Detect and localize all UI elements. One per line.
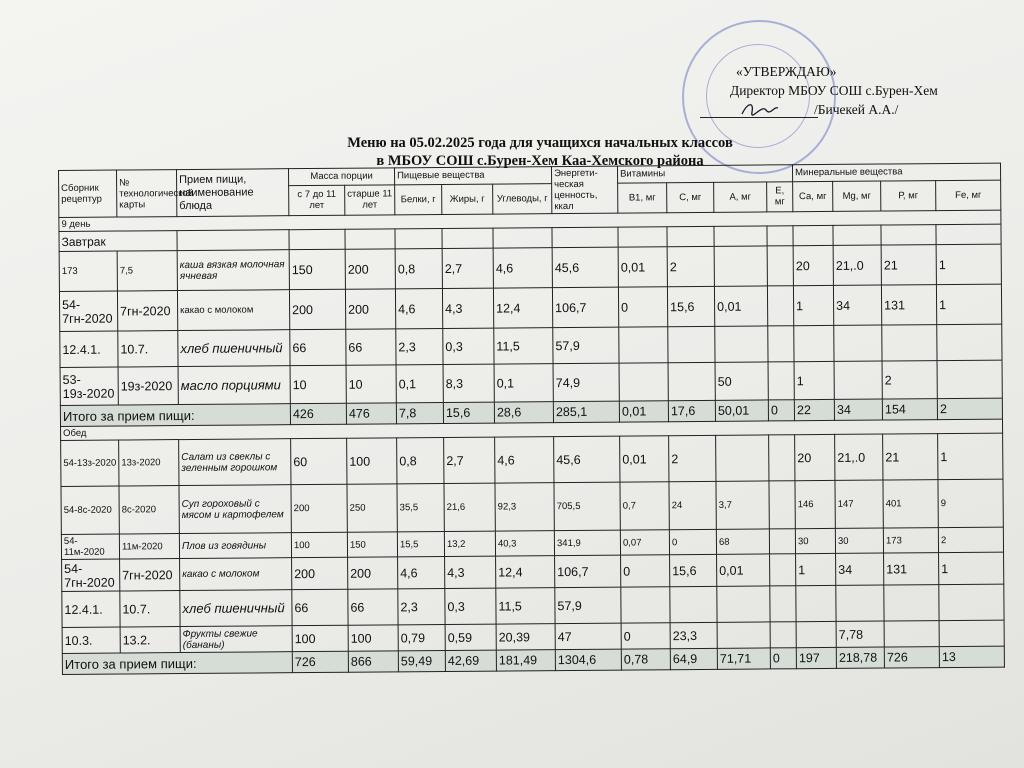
header-vitamins: Витамины — [618, 165, 793, 183]
total-cell: 1304,6 — [555, 649, 621, 671]
table-cell: 21 — [881, 245, 936, 285]
meal-label: Обед — [61, 419, 1003, 440]
table-cell: 66 — [292, 589, 348, 625]
total-cell: 0,01 — [619, 401, 668, 422]
header-dish: Прием пищи, наименование блюда — [177, 169, 289, 217]
table-cell: 54-7гн-2020 — [62, 559, 120, 591]
sub-header: Белки, г — [395, 184, 442, 215]
total-cell: 285,1 — [553, 401, 619, 423]
dish-name-cell: какао с молоком — [180, 558, 292, 591]
table-cell — [794, 325, 834, 361]
table-cell: 0,01 — [620, 436, 669, 482]
total-cell: 0 — [768, 400, 794, 421]
table-cell: 40,3 — [495, 531, 554, 556]
title-line-2: в МБОУ СОШ с.Бурен-Хем Каа-Хемского района — [376, 153, 704, 169]
table-cell: 12,4 — [496, 556, 555, 588]
table-cell — [937, 360, 1002, 399]
table-cell: 131 — [881, 285, 936, 325]
table-cell: 8,3 — [443, 364, 494, 402]
table-row — [61, 433, 1003, 486]
table-cell: 35,5 — [397, 483, 444, 531]
dish-name-cell: Суп гороховый с мясом и картофелем — [179, 485, 291, 534]
table-cell: 92,3 — [495, 483, 554, 531]
table-cell: 21,6 — [444, 483, 495, 531]
table-cell — [619, 327, 668, 363]
total-cell: 22 — [794, 399, 834, 420]
total-cell: 726 — [884, 647, 939, 668]
total-cell: 34 — [834, 399, 882, 420]
sub-header: с 7 до 11 лет — [289, 185, 345, 216]
sub-header: Р, мг — [881, 180, 936, 211]
table-cell: 57,9 — [555, 587, 621, 624]
table-cell — [884, 585, 939, 621]
table-cell: 19з-2020 — [118, 367, 178, 405]
table-cell: 2,7 — [442, 248, 493, 288]
table-cell: 7,78 — [836, 621, 884, 647]
signature-icon — [740, 100, 780, 118]
table-cell: 15,6 — [667, 286, 714, 326]
table-cell — [670, 586, 717, 622]
sub-header: Жиры, г — [442, 184, 493, 215]
table-cell: 131 — [884, 553, 939, 585]
table-cell: 1 — [794, 361, 834, 399]
table-cell: 1 — [936, 284, 1001, 325]
table-cell: 20 — [795, 434, 835, 480]
table-cell — [796, 585, 836, 621]
table-cell: 2 — [938, 527, 1003, 553]
table-cell — [769, 435, 795, 481]
sub-header: Fe, мг — [936, 180, 1001, 211]
dish-name-cell: Фрукты свежие (бананы) — [180, 626, 292, 653]
table-cell: 401 — [883, 480, 938, 528]
approval-name: /Бичекей А.А./ — [814, 102, 899, 117]
sub-header: Са, мг — [793, 181, 833, 211]
table-cell — [939, 584, 1004, 621]
total-cell: 64,9 — [670, 648, 717, 669]
table-cell: 20,39 — [496, 624, 555, 650]
total-cell: 13 — [939, 646, 1004, 668]
table-cell: 54-7гн-2020 — [59, 291, 117, 331]
breakfast-rows — [59, 244, 1002, 405]
header-recipe-collection: Сборник рецептур — [59, 170, 117, 217]
table-cell — [836, 585, 884, 621]
table-cell: 4,3 — [445, 556, 496, 588]
table-cell: 200 — [348, 557, 398, 589]
total-cell: 2 — [937, 398, 1002, 420]
table-cell: 100 — [347, 438, 397, 484]
table-cell — [668, 326, 715, 362]
table-cell: 705,5 — [554, 482, 620, 531]
table-cell: 45,6 — [554, 436, 620, 483]
table-cell: 12.4.1. — [60, 331, 118, 367]
table-cell: 0,1 — [494, 364, 553, 402]
table-cell: 2,3 — [398, 588, 445, 624]
table-cell: 100 — [348, 625, 398, 651]
table-cell: 100 — [292, 625, 348, 651]
table-cell: 341,9 — [554, 530, 620, 556]
table-cell — [770, 554, 796, 586]
table-cell: 66 — [346, 329, 396, 365]
table-cell — [882, 325, 937, 361]
table-cell: 74,9 — [553, 363, 619, 402]
table-cell: 54-8с-2020 — [61, 486, 119, 534]
table-cell: 1 — [938, 433, 1003, 480]
table-cell: 24 — [669, 481, 716, 529]
table-cell: 7,5 — [117, 251, 177, 291]
dish-name-cell: каша вязкая молочная ячневая — [177, 250, 289, 291]
table-cell: 0,07 — [620, 530, 669, 555]
table-cell — [884, 621, 939, 647]
total-cell: 15,6 — [443, 402, 494, 423]
table-cell: 2,3 — [396, 328, 443, 364]
table-cell — [769, 481, 795, 529]
table-cell: 0,8 — [395, 248, 442, 288]
table-cell — [716, 435, 769, 481]
table-cell: 1 — [939, 552, 1004, 585]
total-cell: 154 — [882, 399, 937, 420]
sub-header: старше 11 лет — [345, 185, 395, 216]
table-cell: 0,8 — [397, 437, 444, 483]
table-cell — [770, 586, 796, 622]
table-cell: 2,7 — [444, 437, 495, 483]
table-cell: 173 — [59, 251, 117, 291]
table-cell: 12,4 — [493, 288, 552, 328]
total-cell: 28,6 — [494, 402, 553, 423]
table-cell: 2 — [667, 246, 714, 286]
total-cell: 197 — [796, 647, 836, 668]
table-cell: 150 — [347, 532, 397, 557]
total-cell: 866 — [348, 651, 398, 672]
header-minerals: Минеральные вещества — [793, 163, 1001, 181]
table-cell — [668, 362, 715, 400]
dish-name-cell: какао с молоком — [177, 290, 289, 331]
table-cell: 0,1 — [396, 364, 443, 402]
header-mass: Масса порции — [288, 168, 394, 186]
table-cell: 21 — [883, 434, 938, 480]
table-cell: 8с-2020 — [119, 486, 179, 534]
table-cell: 1 — [793, 285, 833, 325]
table-cell — [717, 622, 770, 648]
dish-name-cell: Салат из свеклы с зеленным горошком — [179, 439, 291, 486]
table-cell: 11,5 — [494, 328, 553, 364]
table-cell: 0 — [618, 287, 667, 327]
sub-header: В1, мг — [618, 183, 667, 214]
table-cell — [770, 622, 796, 648]
menu-table — [58, 163, 1005, 675]
table-cell — [834, 325, 882, 361]
table-cell: 3,7 — [716, 481, 769, 529]
sub-header: Е, мг — [767, 182, 793, 212]
total-cell: 42,69 — [445, 650, 496, 671]
table-cell: 54-11м-2020 — [61, 534, 119, 559]
table-cell — [767, 246, 793, 286]
table-cell — [768, 326, 794, 362]
table-cell: 106,7 — [552, 287, 618, 328]
table-cell: 15,5 — [397, 531, 444, 556]
total-cell: 726 — [292, 651, 348, 672]
table-cell: 146 — [795, 480, 835, 528]
total-cell: 71,71 — [717, 648, 770, 669]
table-cell: 200 — [345, 249, 395, 289]
total-cell: 181,49 — [496, 650, 555, 671]
total-cell: 59,49 — [398, 650, 445, 671]
total-label: Итого за прием пищи: — [60, 404, 290, 427]
table-cell: 0,3 — [443, 328, 494, 364]
table-cell: 57,9 — [553, 327, 619, 364]
dish-name-cell: хлеб пшеничный — [180, 590, 292, 627]
table-cell: 54-13з-2020 — [61, 440, 119, 486]
table-cell: 13з-2020 — [119, 440, 179, 486]
table-cell: 4,3 — [442, 288, 493, 328]
table-cell: 7гн-2020 — [120, 559, 180, 591]
total-cell: 0,78 — [621, 649, 670, 670]
table-cell: 45,6 — [552, 247, 618, 288]
table-cell: 4,6 — [398, 556, 445, 588]
table-cell — [767, 286, 793, 326]
table-cell: 0,59 — [445, 624, 496, 650]
table-cell: 10.7. — [120, 591, 180, 627]
table-cell: 9 — [938, 479, 1003, 528]
sub-header: С, мг — [667, 182, 714, 213]
table-cell: 30 — [795, 528, 835, 553]
table-cell: 1 — [936, 244, 1001, 285]
table-cell: 30 — [835, 528, 883, 553]
total-cell: 218,78 — [836, 647, 884, 668]
header-nutrients: Пищевые вещества — [394, 167, 551, 185]
day-label: 9 день — [59, 210, 1001, 231]
header-energy: Энергети-ческая ценность, ккал — [552, 166, 618, 214]
table-cell: 60 — [291, 438, 347, 484]
table-cell: 173 — [883, 528, 938, 553]
table-cell: 10.7. — [118, 331, 178, 367]
total-label: Итого за прием пищи: — [62, 652, 292, 675]
table-cell: 0 — [669, 529, 716, 554]
table-cell: 0,01 — [618, 247, 667, 287]
table-cell: 23,3 — [670, 622, 717, 648]
table-cell — [717, 586, 770, 622]
table-cell: 10 — [290, 365, 346, 403]
table-cell: 2 — [882, 361, 937, 399]
table-cell: 0,3 — [445, 588, 496, 624]
dish-name-cell: хлеб пшеничный — [178, 330, 290, 367]
title-line-1: Меню на 05.02.2025 года для учащихся начальных классов — [347, 135, 733, 151]
table-cell: 20 — [793, 245, 833, 285]
sub-header: А, мг — [714, 182, 767, 213]
table-cell: 0 — [621, 623, 670, 649]
table-cell: 0,7 — [620, 482, 669, 530]
table-cell — [714, 246, 767, 286]
approval-title: «УТВЕРЖДАЮ» — [736, 64, 837, 79]
table-cell — [715, 326, 768, 362]
table-cell: 100 — [291, 532, 347, 557]
table-cell: 13,2 — [444, 531, 495, 556]
table-cell: 147 — [835, 480, 883, 528]
table-cell: 0,01 — [714, 286, 767, 326]
table-cell: 1 — [796, 553, 836, 585]
table-cell: 21,.0 — [833, 245, 881, 285]
table-cell: 13.2. — [120, 627, 180, 653]
table-row — [61, 479, 1003, 534]
table-cell: 34 — [833, 285, 881, 325]
table-cell: 4,6 — [495, 437, 554, 483]
dish-name-cell: масло порциями — [178, 366, 290, 405]
total-cell: 0 — [770, 648, 796, 669]
table-cell: 4,6 — [395, 288, 442, 328]
lunch-rows — [61, 433, 1005, 653]
approval-position: Директор МБОУ СОШ с.Бурен-Хем — [730, 83, 938, 98]
table-cell: 66 — [348, 589, 398, 625]
table-cell: 50 — [715, 362, 768, 400]
table-cell: 200 — [291, 484, 347, 532]
table-cell: 10.3. — [62, 627, 120, 653]
table-cell — [834, 361, 882, 399]
table-cell: 12.4.1. — [62, 591, 120, 627]
table-cell — [769, 529, 795, 554]
table-cell — [937, 324, 1002, 361]
table-cell: 200 — [292, 557, 348, 589]
sub-header: Mg, мг — [833, 181, 881, 212]
dish-name-cell: Плов из говядины — [179, 533, 291, 559]
table-cell: 10 — [346, 365, 396, 403]
table-cell: 66 — [290, 329, 346, 365]
table-cell: 0,01 — [717, 554, 770, 586]
table-cell — [768, 362, 794, 400]
table-cell — [619, 363, 668, 401]
table-cell — [621, 587, 670, 623]
total-cell: 476 — [346, 403, 396, 424]
total-cell: 426 — [290, 403, 346, 424]
table-cell: 11,5 — [496, 588, 555, 624]
table-cell: 53-19з-2020 — [60, 367, 118, 405]
total-cell: 7,8 — [396, 402, 443, 423]
total-cell: 50,01 — [715, 400, 768, 421]
table-cell: 0 — [621, 555, 670, 587]
table-cell — [939, 620, 1004, 647]
table-cell: 200 — [345, 289, 395, 329]
header-tech-card: № технологической карты — [117, 170, 177, 217]
table-cell: 7гн-2020 — [117, 291, 177, 331]
meal-label: Завтрак — [59, 231, 177, 252]
total-cell: 17,6 — [668, 400, 715, 421]
table-cell: 250 — [347, 484, 397, 532]
table-cell: 150 — [289, 249, 345, 289]
table-cell: 11м-2020 — [119, 534, 179, 559]
sub-header: Углеводы, г — [493, 183, 552, 214]
table-cell: 2 — [669, 435, 716, 481]
table-cell: 0,79 — [398, 624, 445, 650]
table-cell — [796, 621, 836, 647]
table-cell: 68 — [716, 529, 769, 554]
table-cell: 4,6 — [493, 248, 552, 288]
table-cell: 47 — [555, 623, 621, 650]
table-cell: 21,.0 — [835, 434, 883, 480]
table-cell: 200 — [289, 289, 345, 329]
table-cell: 34 — [836, 553, 884, 585]
table-cell: 106,7 — [555, 555, 621, 588]
table-cell: 15,6 — [670, 554, 717, 586]
